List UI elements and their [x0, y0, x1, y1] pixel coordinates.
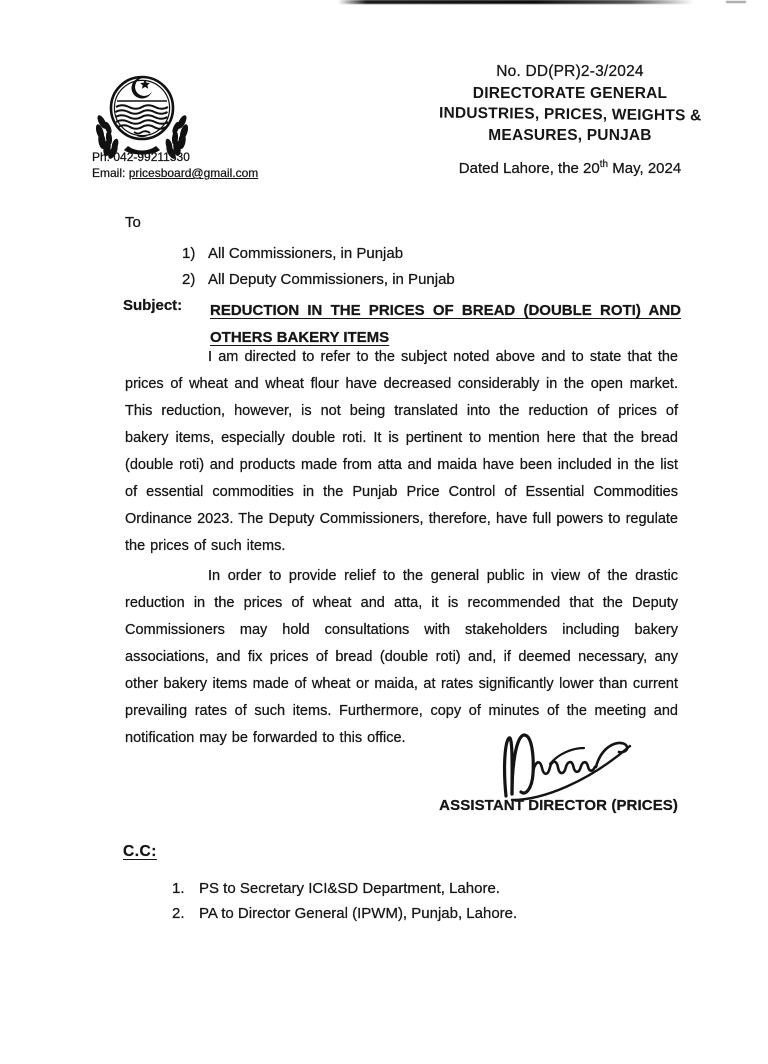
org-line-2: INDUSTRIES, PRICES, WEIGHTS &: [438, 104, 702, 125]
cc-text: PS to Secretary ICI&SD Department, Lahore.: [199, 880, 500, 897]
date-line: Dated Lahore, the 20th May, 2024: [458, 159, 682, 177]
org-line-1: DIRECTORATE GENERAL: [472, 85, 668, 102]
contact-block: [92, 149, 258, 181]
to-label: To: [125, 214, 141, 231]
addressee-text: All Deputy Commissioners, in Punjab: [208, 271, 455, 288]
signatory-title: ASSISTANT DIRECTOR (PRICES): [439, 797, 678, 814]
subject-label: Subject:: [123, 297, 183, 314]
org-line-3: MEASURES, PUNJAB: [488, 127, 652, 144]
cc-item: [172, 876, 517, 901]
cc-label: C.C:: [123, 843, 157, 860]
addressee-text: All Commissioners, in Punjab: [208, 245, 404, 262]
addressee-number: 2): [182, 271, 196, 288]
subject-row: [123, 297, 681, 351]
body-paragraph-2: In order to provide relief to the general public in view of the drastic reduction in the prices of wheat and atta, it is recommended that the Deputy Commissioners may hold consultations with stakeholders including bakery associations, and fix prices of bread (double roti) and, if deemed necessary, any other bakery items made of wheat or maida, at rates significantly lower than current prevailing rates of such items. Furthermore, copy of minutes of the meeting and notification may be forwarded to this office.: [125, 568, 678, 746]
punjab-government-emblem-icon: [86, 66, 198, 160]
addressee-number: 1): [182, 245, 196, 262]
scan-artifact-streak: [338, 0, 694, 4]
addressee-item: [182, 267, 455, 293]
cc-number: 2.: [172, 905, 185, 922]
cc-item: [172, 901, 517, 926]
email-label: Email:: [92, 166, 129, 180]
email-address: pricesboard@gmail.com: [128, 166, 259, 180]
ordinal-suffix: th: [599, 159, 609, 170]
subject-text: REDUCTION IN THE PRICES OF BREAD (DOUBLE ROTI) AND OTHERS BAKERY ITEMS: [210, 302, 681, 346]
email-line: [92, 165, 258, 181]
phone-number: Ph: 042-99211530: [92, 150, 190, 164]
reference-number: No. DD(PR)2-3/2024: [496, 63, 644, 80]
cc-number: 1.: [172, 880, 185, 897]
signature-image: [488, 726, 650, 806]
addressee-item: [182, 241, 455, 267]
scan-artifact-dot: [726, 1, 746, 3]
addressee-list: [182, 241, 455, 293]
letterhead-right: [425, 63, 715, 177]
cc-list: [172, 876, 517, 926]
organization-name: [425, 83, 715, 146]
cc-text: PA to Director General (IPWM), Punjab, Lahore.: [199, 905, 518, 922]
body-paragraph-1: I am directed to refer to the subject noted above and to state that the prices of wheat and wheat flour have decreased considerably in the open market. This reduction, however, is not being translated into the reduction of prices of bakery items, especially double roti. It is pertinent to mention here that the bread (double roti) and products made from atta and maida have been included in the list of essential commodities in the Punjab Price Control of Essential Commodities Ordinance 2023. The Deputy Commissioners, therefore, have full powers to regulate the prices of such items.: [125, 349, 678, 554]
